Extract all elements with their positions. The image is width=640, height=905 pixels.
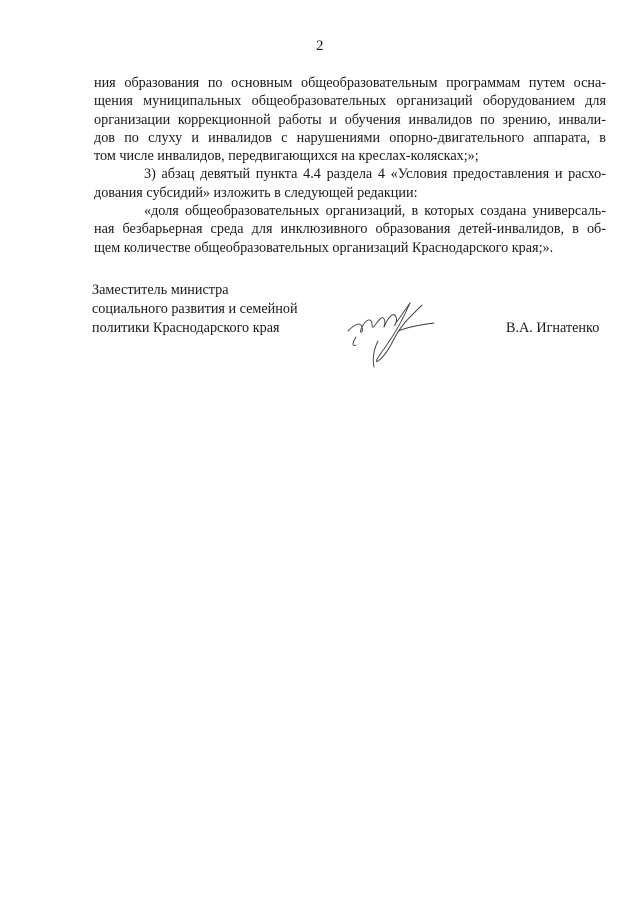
body-line-8: «доля общеобразовательных организаций, в которых создана универсаль- (144, 203, 606, 220)
body-line-6: 3) абзац девятый пункта 4.4 раздела 4 «Условия предоставления и расхо- (144, 166, 606, 183)
page-number: 2 (316, 38, 324, 54)
signatory-title-line-2: социального развития и семейной (92, 301, 298, 317)
signature-block (92, 281, 612, 391)
body-line-1: ния образования по основным общеобразовательным программам путем осна- (94, 75, 606, 91)
body-line-5: том числе инвалидов, передвигающихся на креслах-колясках;»; (94, 148, 479, 165)
body-line-2: щения муниципальных общеобразовательных организаций оборудованием для (94, 93, 606, 110)
signatory-title (92, 281, 298, 338)
body-line-4: дов по слуху и инвалидов с нарушениями опорно-двигательного аппарата, в (94, 129, 606, 146)
document-body (94, 74, 606, 257)
signatory-title-line-3: политики Краснодарского края (92, 320, 280, 336)
handwritten-signature (338, 287, 448, 377)
body-line-9: ная безбарьерная среда для инклюзивного образования детей-инвалидов, в об- (94, 221, 606, 238)
signatory-name: В.А. Игнатенко (506, 320, 600, 336)
body-line-3: организации коррекционной работы и обучения инвалидов по зрению, инвали- (94, 111, 606, 128)
signatory-title-line-1: Заместитель министра (92, 282, 229, 298)
body-line-7: дования субсидий» изложить в следующей редакции: (94, 184, 418, 201)
body-line-10: щем количестве общеобразовательных организаций Краснодарского края;». (94, 239, 554, 256)
